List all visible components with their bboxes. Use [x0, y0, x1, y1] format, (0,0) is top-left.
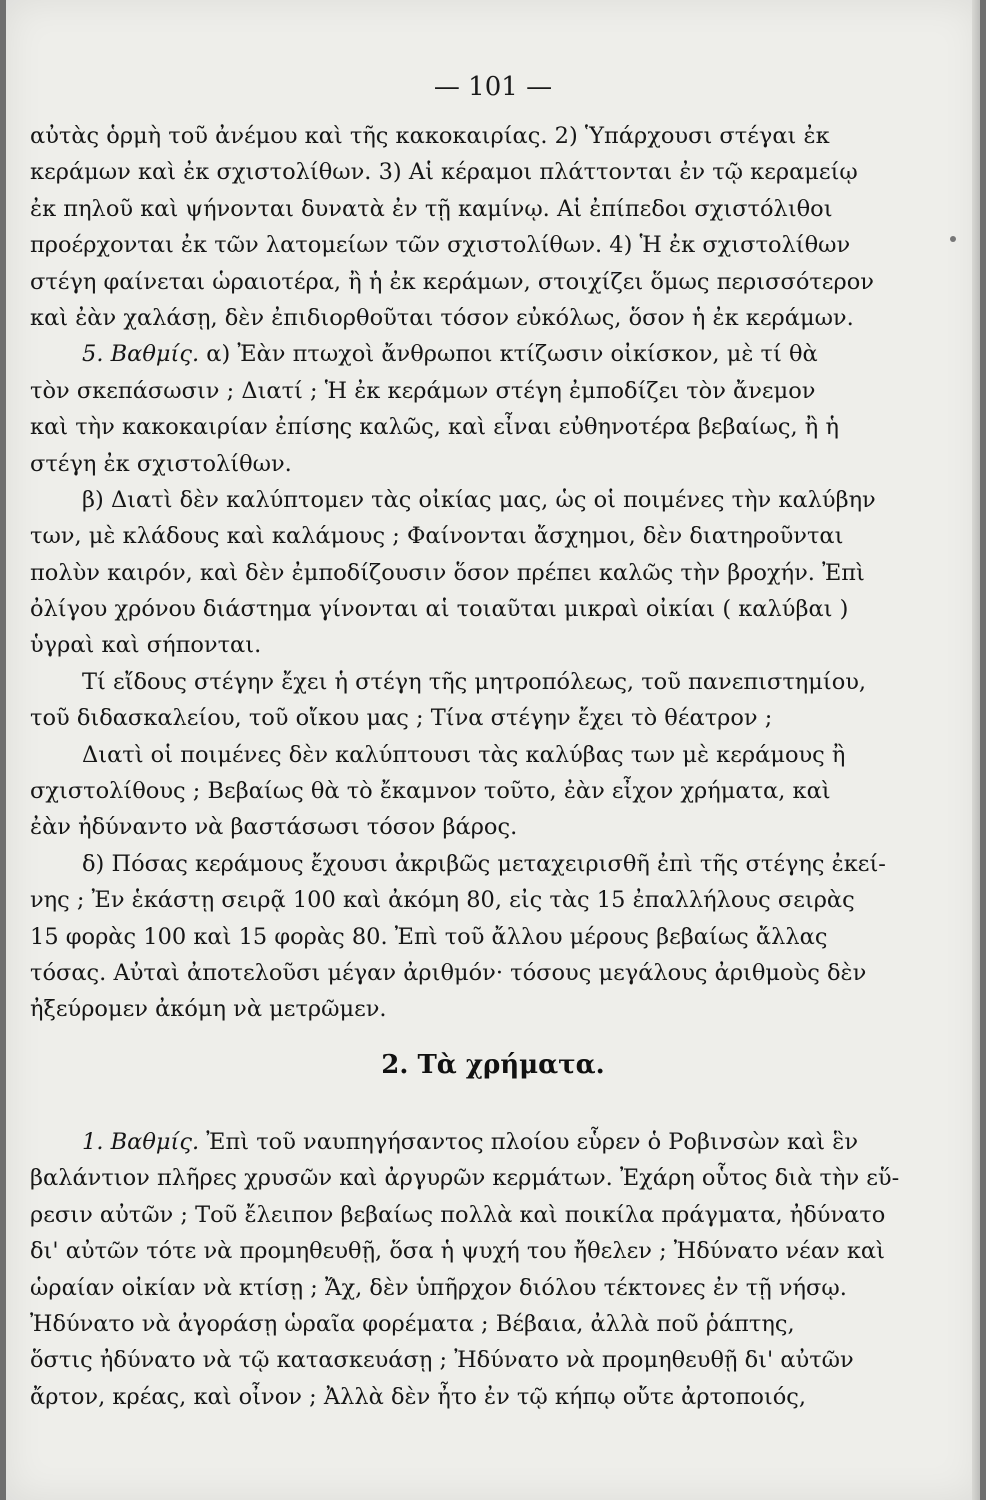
section-text	[30, 1124, 900, 1488]
text-line: στέγη ἐκ σχιστολίθων.	[30, 450, 292, 477]
text-line: σχιστολίθους ; Βεβαίως θὰ τὸ ἔκαμνον τοῦτο, ἐὰν εἶχον χρήματα, καὶ	[30, 778, 831, 805]
grade-label: 5. Βαθμίς.	[82, 341, 200, 368]
text-line: ρεσιν αὐτῶν ; Τοῦ ἔλειπον βεβαίως πολλὰ καὶ ποικίλα πράγματα, ἠδύνατο	[30, 1201, 886, 1228]
text-line: καὶ ἐὰν χαλάσῃ, δὲν ἐπιδιορθοῦται τόσον εὐκόλως, ὅσον ἡ ἐκ κεράμων.	[30, 304, 854, 331]
text-line: κεράμων καὶ ἐκ σχιστολίθων. 3) Αἱ κέραμοι πλάττονται ἐν τῷ κεραμείῳ	[30, 159, 858, 186]
text-line: δι' αὐτῶν τότε νὰ προμηθευθῇ, ὅσα ἡ ψυχή του ἤθελεν ; Ἠδύνατο νέαν καὶ	[30, 1238, 885, 1265]
text-line: 15 φορὰς 100 καὶ 15 φορὰς 80. Ἐπὶ τοῦ ἄλλου μέρους βεβαίως ἄλλας	[30, 923, 828, 950]
text-line: Διατὶ οἱ ποιμένες δὲν καλύπτουσι τὰς καλύβας των μὲ κεράμους ἢ	[82, 741, 846, 768]
text-line: Ἠδύνατο νὰ ἀγοράσῃ ὡραῖα φορέματα ; Βέβαια, ἀλλὰ ποῦ ῥάπτης,	[30, 1310, 795, 1337]
section-heading: 2. Τὰ χρήματα.	[381, 1050, 605, 1080]
text-line	[30, 1415, 842, 1451]
grade-label: 1. Βαθμίς.	[82, 1129, 200, 1155]
text-line	[30, 1124, 858, 1160]
text-line: ἐὰν ἠδύναντο νὰ βαστάσωσι τόσον βάρος.	[30, 814, 518, 841]
text-line: δ) Πόσας κεράμους ἔχουσι ἀκριβῶς μεταχειρισθῆ ἐπὶ τῆς στέγης ἐκεί-	[82, 850, 886, 877]
text-span: α) Ἐὰν πτωχοὶ ἄνθρωποι κτίζωσιν οἰκίσκον, μὲ τί θὰ	[199, 341, 818, 368]
text-line: ἄρτον, κρέας, καὶ οἶνον ; Ἀλλὰ δὲν ἦτο ἐν τῷ κήπῳ οὔτε ἀρτοποιός,	[30, 1383, 807, 1410]
book-page	[6, 0, 980, 1500]
text-line	[30, 336, 842, 372]
text-span: Ἐπὶ τοῦ ναυπηγήσαντος πλοίου εὗρεν ὁ Ροβινσὼν καὶ ἓν	[199, 1129, 858, 1155]
text-line	[30, 1452, 842, 1488]
text-line: των, μὲ κλάδους καὶ καλάμους ; Φαίνονται ἄσχημοι, δὲν διατηροῦνται	[30, 523, 844, 550]
text-line: καὶ τὴν κακοκαιρίαν ἐπίσης καλῶς, καὶ εἶναι εὐθηνοτέρα βεβαίως, ἢ ἡ	[30, 414, 839, 441]
text-line: τοῦ διδασκαλείου, τοῦ οἴκου μας ; Τίνα στέγην ἔχει τὸ θέατρον ;	[30, 705, 773, 732]
text-line: προέρχονται ἐκ τῶν λατομείων τῶν σχιστολίθων. 4) Ἡ ἐκ σχιστολίθων	[30, 232, 851, 259]
main-text	[30, 118, 886, 1028]
text-line: πολὺν καιρόν, καὶ δὲν ἐμποδίζουσιν ὅσον πρέπει καλῶς τὴν βροχήν. Ἐπὶ	[30, 559, 865, 586]
text-line: τόσας. Αὐταὶ ἀποτελοῦσι μέγαν ἀριθμόν· τόσους μεγάλους ἀριθμοὺς δὲν	[30, 959, 867, 986]
text-line: στέγη φαίνεται ὡραιοτέρα, ἢ ἡ ἐκ κεράμων, στοιχίζει ὅμως περισσότερον	[30, 268, 874, 295]
text-line: ὑγραὶ καὶ σήπονται.	[30, 632, 262, 659]
text-line: αὐτὰς ὁρμὴ τοῦ ἀνέμου καὶ τῆς κακοκαιρίας. 2) Ὑπάρχουσι στέγαι ἐκ	[30, 123, 830, 149]
text-line: ἠξεύρομεν ἀκόμη νὰ μετρῶμεν.	[30, 996, 387, 1023]
text-line: βαλάντιον πλῆρες χρυσῶν καὶ ἀργυρῶν κερμάτων. Ἐχάρη οὗτος διὰ τὴν εὕ-	[30, 1165, 900, 1192]
text-line: νης ; Ἐν ἑκάστῃ σειρᾷ 100 καὶ ἀκόμη 80, εἰς τὰς 15 ἐπαλλήλους σειρὰς	[30, 887, 855, 914]
text-line: β) Διατὶ δὲν καλύπτομεν τὰς οἰκίας μας, ὡς οἱ ποιμένες τὴν καλύβην	[82, 486, 876, 513]
text-line: ὡραίαν οἰκίαν νὰ κτίσῃ ; Ἄχ, δὲν ὑπῆρχον διόλου τέκτονες ἐν τῇ νήσῳ.	[30, 1274, 847, 1301]
text-line: ὀλίγου χρόνου διάστημα γίνονται αἱ τοιαῦται μικραὶ οἰκίαι ( καλύβαι )	[30, 596, 849, 623]
text-line: ὅστις ἠδύνατο νὰ τῷ κατασκευάσῃ ; Ἠδύνατο νὰ προμηθευθῇ δι' αὐτῶν	[30, 1347, 854, 1374]
text-line: Τί εἴδους στέγην ἔχει ἡ στέγη τῆς μητροπόλεως, τοῦ πανεπιστημίου,	[82, 668, 867, 695]
page-speck	[950, 236, 956, 242]
page-number: — 101 —	[433, 72, 553, 102]
text-line: ἐκ πηλοῦ καὶ ψήνονται δυνατὰ ἐν τῇ καμίνῳ. Αἱ ἐπίπεδοι σχιστόλιθοι	[30, 195, 833, 222]
text-line: τὸν σκεπάσωσιν ; Διατί ; Ἡ ἐκ κεράμων στέγη ἐμποδίζει τὸν ἄνεμον	[30, 377, 816, 404]
